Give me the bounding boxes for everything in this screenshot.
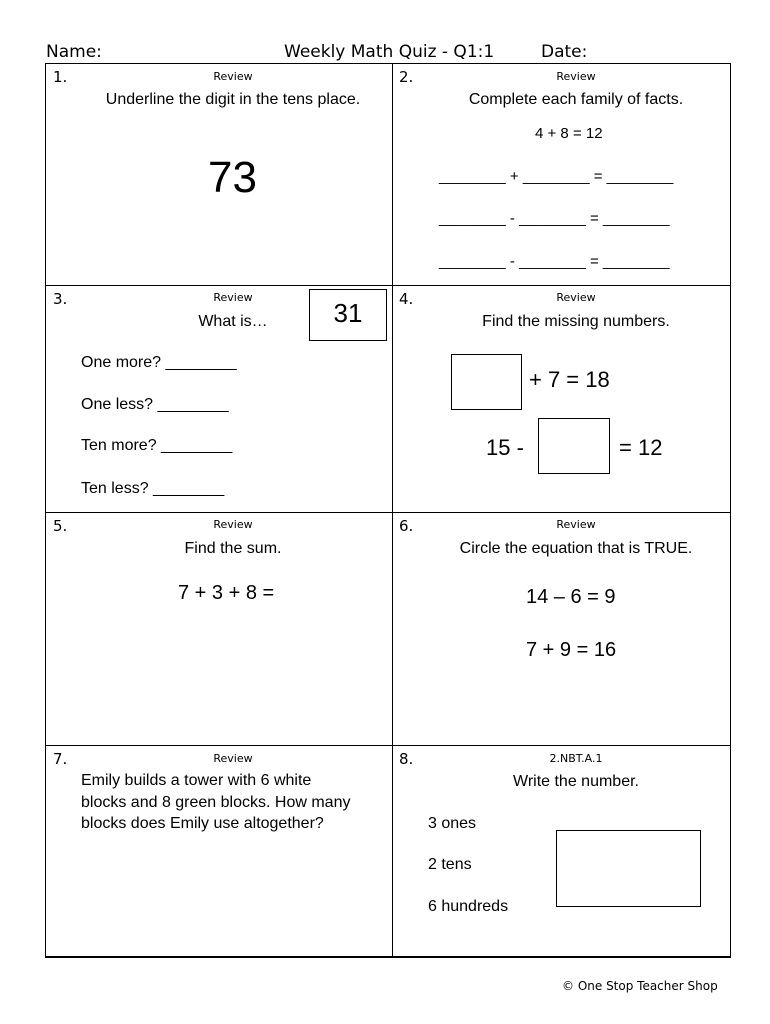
grid-divider-row-2 bbox=[45, 512, 731, 513]
question-tag: Review bbox=[556, 518, 596, 531]
number-73[interactable]: 73 bbox=[208, 153, 257, 202]
grid-divider-row-3 bbox=[45, 745, 731, 746]
boxed-number: 31 bbox=[333, 298, 363, 328]
word-problem-line: blocks and 8 green blocks. How many bbox=[81, 794, 351, 811]
one-less-item[interactable]: One less? ________ bbox=[81, 396, 229, 413]
question-prompt: Circle the equation that is TRUE. bbox=[459, 540, 693, 557]
one-more-item[interactable]: One more? ________ bbox=[81, 354, 237, 371]
grid-bottom-border bbox=[45, 956, 731, 958]
question-prompt: Write the number. bbox=[513, 773, 639, 790]
word-problem-line: Emily builds a tower with 6 white bbox=[81, 772, 312, 789]
question-number: 4. bbox=[399, 290, 414, 308]
place-value-item: 2 tens bbox=[428, 856, 472, 873]
question-number: 6. bbox=[399, 517, 414, 535]
question-tag: Review bbox=[213, 518, 253, 531]
date-label: Date: bbox=[541, 42, 588, 62]
question-prompt: Find the missing numbers. bbox=[482, 313, 670, 330]
equation-option[interactable]: 14 – 6 = 9 bbox=[526, 586, 616, 608]
question-tag: Review bbox=[556, 70, 596, 83]
equation-part: + 7 = 18 bbox=[529, 367, 610, 392]
copyright-footer: © One Stop Teacher Shop bbox=[562, 979, 718, 993]
question-number: 5. bbox=[53, 517, 68, 535]
grid-divider-vertical bbox=[392, 63, 393, 957]
number-box bbox=[309, 289, 387, 341]
question-number: 8. bbox=[399, 750, 414, 768]
place-value-item: 6 hundreds bbox=[428, 898, 509, 915]
missing-number-box[interactable] bbox=[538, 418, 610, 474]
question-prompt: Find the sum. bbox=[184, 540, 282, 557]
name-label: Name: bbox=[46, 42, 102, 62]
question-number: 7. bbox=[53, 750, 68, 768]
question-prompt: Complete each family of facts. bbox=[468, 91, 684, 108]
equation-part: = 12 bbox=[619, 435, 663, 460]
word-problem-line: blocks does Emily use altogether? bbox=[81, 815, 324, 832]
grid-divider-row-1 bbox=[45, 285, 731, 286]
fact-line[interactable]: ________ + ________ = ________ bbox=[439, 168, 674, 185]
place-value-item: 3 ones bbox=[428, 815, 477, 832]
question-tag: Review bbox=[213, 70, 253, 83]
fact-line[interactable]: ________ - ________ = ________ bbox=[439, 210, 670, 227]
equation-option[interactable]: 7 + 9 = 16 bbox=[526, 639, 617, 661]
question-tag: 2.NBT.A.1 bbox=[549, 752, 603, 765]
equation-part: 15 - bbox=[486, 435, 524, 460]
ten-less-item[interactable]: Ten less? ________ bbox=[81, 480, 225, 497]
question-number: 1. bbox=[53, 68, 68, 86]
quiz-title: Weekly Math Quiz - Q1:1 bbox=[284, 42, 495, 62]
question-number: 2. bbox=[399, 68, 414, 86]
question-tag: Review bbox=[556, 291, 596, 304]
ten-more-item[interactable]: Ten more? ________ bbox=[81, 437, 233, 454]
question-tag: Review bbox=[213, 752, 253, 765]
question-tag: Review bbox=[213, 291, 253, 304]
question-number: 3. bbox=[53, 290, 68, 308]
missing-number-box[interactable] bbox=[451, 354, 522, 410]
given-fact: 4 + 8 = 12 bbox=[535, 125, 603, 142]
question-prompt: What is… bbox=[198, 313, 268, 330]
fact-line[interactable]: ________ - ________ = ________ bbox=[439, 253, 670, 270]
answer-box[interactable] bbox=[556, 830, 701, 907]
question-prompt: Underline the digit in the tens place. bbox=[105, 91, 361, 108]
sum-equation: 7 + 3 + 8 = bbox=[178, 582, 275, 604]
